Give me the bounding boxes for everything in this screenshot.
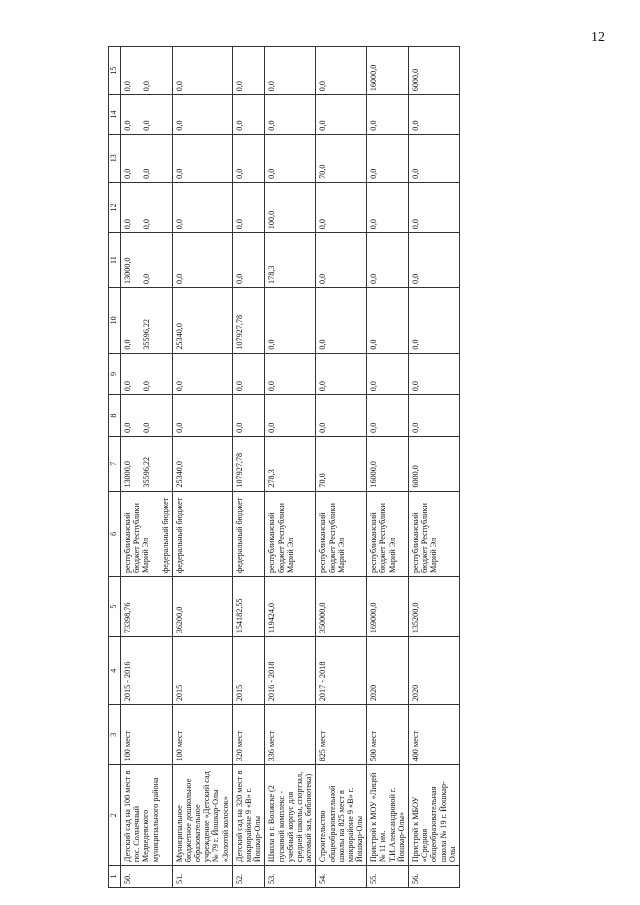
amount-value: 0,0: [369, 273, 379, 284]
capacity: 500 мест: [367, 705, 409, 765]
estimated-cost: 73398,76: [120, 577, 172, 637]
funding-source-text: республиканский бюджет Республики Марий Эл: [318, 503, 346, 574]
amount-value: 0,0: [318, 273, 328, 284]
amount-cell: [316, 436, 367, 491]
header-row: [109, 47, 121, 888]
object-name: Строительство общеобразовательной школы на 825 мест в микрорайоне 9 «В» г. Йошкар-Олы: [316, 765, 367, 866]
line-gap: [132, 98, 142, 130]
amount-value: 0,0: [369, 339, 379, 350]
amount-cell: [316, 95, 367, 134]
amount-cell: [232, 353, 265, 395]
amount-value: 0,0: [174, 81, 184, 92]
amount-value: 0,0: [267, 168, 277, 179]
period: 2015 - 2016: [120, 637, 172, 705]
funding-source-text: федеральный бюджет: [174, 497, 184, 574]
amount-cell: [232, 395, 265, 437]
rotated-table-container: [108, 46, 623, 888]
table-row: [265, 47, 316, 888]
amount-value: 0,0: [142, 381, 152, 392]
amount-cell: [265, 436, 316, 491]
amount-cell: [367, 353, 409, 395]
amount-cell: [120, 287, 172, 353]
line-gap: [132, 138, 142, 179]
amount-cell: [265, 353, 316, 395]
object-name: Детский сад на 320 мест в микрорайоне 9 «В» г. Йошкар-Олы: [232, 765, 265, 866]
funding-source-text: федеральный бюджет: [160, 497, 170, 574]
line-gap: [132, 236, 142, 284]
budget-table: [108, 46, 460, 888]
amount-cell: [265, 95, 316, 134]
amount-value: 100,0: [267, 210, 277, 230]
line-gap: [132, 291, 142, 350]
header-cell: 1: [109, 866, 121, 888]
amount-value: 0,0: [122, 339, 132, 350]
table-row: [409, 47, 460, 888]
header-cell: 13: [109, 134, 121, 182]
amount-cell: [232, 287, 265, 353]
row-number: 52.: [232, 866, 265, 888]
header-cell: 8: [109, 395, 121, 437]
object-name: Пристрой к МОУ «Лицей № 11 им. Т.И.Александровой г. Йошкар-Олы»: [367, 765, 409, 866]
amount-cell: [316, 47, 367, 95]
amount-cell: [409, 182, 460, 232]
amount-value: 0,0: [142, 218, 152, 230]
amount-value: 0,0: [318, 218, 328, 230]
row-number: 51.: [172, 866, 232, 888]
funding-source: [409, 491, 460, 576]
amount-value: 0,0: [122, 120, 132, 131]
amount-value: 0,0: [174, 381, 184, 392]
table-row: [316, 47, 367, 888]
object-name: Школа в г. Волжске (2 пусковой комплекс - учебный корпус для средней школы, спортзал, актовый зал, библиотека): [265, 765, 316, 866]
capacity: 100 мест: [120, 705, 172, 765]
amount-value: 0,0: [234, 120, 244, 131]
amount-value: 0,0: [142, 120, 152, 131]
amount-cell: [265, 47, 316, 95]
amount-cell: [265, 395, 316, 437]
funding-source-text: республиканский бюджет Республики Марий Эл: [369, 503, 397, 574]
capacity: 400 мест: [409, 705, 460, 765]
period: 2016 - 2018: [265, 637, 316, 705]
amount-value: 0,0: [369, 218, 379, 230]
amount-value: 0,0: [411, 422, 421, 433]
header-cell: 5: [109, 577, 121, 637]
estimated-cost: 119424,0: [265, 577, 316, 637]
amount-value: 0,0: [142, 422, 152, 433]
amount-value: 0,0: [411, 273, 421, 284]
amount-value: 0,0: [267, 120, 277, 131]
line-gap: [151, 495, 161, 573]
amount-cell: [172, 47, 232, 95]
amount-cell: [120, 95, 172, 134]
amount-value: 16000,0: [369, 64, 379, 92]
amount-value: 0,0: [369, 120, 379, 131]
period: 2015: [232, 637, 265, 705]
amount-value: 0,0: [318, 120, 328, 131]
amount-value: 35596,22: [142, 318, 152, 350]
amount-value: 0,0: [234, 81, 244, 92]
amount-cell: [409, 353, 460, 395]
amount-value: 0,0: [369, 381, 379, 392]
estimated-cost: 154182,55: [232, 577, 265, 637]
header-cell: 2: [109, 765, 121, 866]
amount-value: 0,0: [234, 218, 244, 230]
amount-cell: [367, 95, 409, 134]
header-cell: 3: [109, 705, 121, 765]
funding-source: [367, 491, 409, 576]
amount-value: 0,0: [142, 81, 152, 92]
amount-value: 0,0: [142, 273, 152, 284]
amount-value: 178,3: [267, 265, 277, 284]
funding-source-text: республиканский бюджет Республики Марий Эл: [122, 503, 151, 574]
amount-value: 0,0: [122, 381, 132, 392]
table-row: [367, 47, 409, 888]
amount-cell: [172, 233, 232, 288]
estimated-cost: 350000,0: [316, 577, 367, 637]
amount-cell: [367, 233, 409, 288]
period: 2015: [172, 637, 232, 705]
amount-cell: [316, 353, 367, 395]
amount-cell: [172, 287, 232, 353]
amount-value: 70,0: [318, 164, 328, 179]
line-gap: [132, 50, 142, 91]
amount-value: 278,3: [267, 469, 277, 488]
amount-cell: [172, 395, 232, 437]
amount-cell: [316, 233, 367, 288]
amount-cell: [120, 395, 172, 437]
object-name: Муниципальное бюджетное дошкольное образовательное учреждение «Детский сад № 79 г. Йошкар-Олы «Золотой колосок»: [172, 765, 232, 866]
funding-source: [120, 491, 172, 576]
amount-value: 0,0: [174, 168, 184, 179]
amount-value: 16000,0: [369, 461, 379, 488]
estimated-cost: 135200,0: [409, 577, 460, 637]
amount-value: 0,0: [318, 339, 328, 350]
amount-cell: [120, 233, 172, 288]
header-cell: 15: [109, 47, 121, 95]
amount-value: 0,0: [318, 381, 328, 392]
line-gap: [132, 186, 142, 229]
amount-value: 107927,78: [234, 314, 244, 350]
amount-cell: [409, 436, 460, 491]
amount-value: 0,0: [234, 273, 244, 284]
amount-cell: [367, 47, 409, 95]
amount-value: 0,0: [234, 422, 244, 433]
amount-value: 0,0: [234, 168, 244, 179]
amount-value: 0,0: [267, 339, 277, 350]
amount-value: 0,0: [411, 218, 421, 230]
header-cell: 11: [109, 233, 121, 288]
amount-cell: [409, 95, 460, 134]
line-gap: [132, 440, 142, 488]
amount-value: 0,0: [267, 81, 277, 92]
amount-value: 0,0: [411, 381, 421, 392]
amount-value: 25340,0: [174, 323, 184, 350]
funding-source: [316, 491, 367, 576]
amount-cell: [409, 395, 460, 437]
period: 2017 - 2018: [316, 637, 367, 705]
amount-cell: [232, 233, 265, 288]
row-number: 53.: [265, 866, 316, 888]
amount-value: 6000,0: [411, 465, 421, 488]
amount-cell: [316, 395, 367, 437]
amount-value: 107927,78: [234, 452, 244, 488]
amount-cell: [232, 436, 265, 491]
amount-cell: [367, 395, 409, 437]
amount-cell: [232, 182, 265, 232]
amount-value: 6000,0: [411, 68, 421, 92]
amount-value: 0,0: [122, 81, 132, 92]
amount-cell: [367, 134, 409, 182]
amount-value: 0,0: [267, 422, 277, 433]
page-number: 12: [591, 30, 605, 45]
amount-cell: [120, 353, 172, 395]
amount-cell: [232, 95, 265, 134]
header-cell: 10: [109, 287, 121, 353]
amount-cell: [120, 47, 172, 95]
amount-cell: [232, 134, 265, 182]
amount-cell: [409, 134, 460, 182]
line-gap: [132, 398, 142, 433]
header-cell: 6: [109, 491, 121, 576]
amount-cell: [409, 287, 460, 353]
amount-value: 0,0: [411, 168, 421, 179]
header-cell: 12: [109, 182, 121, 232]
amount-value: 0,0: [174, 120, 184, 131]
amount-value: 35596,22: [142, 456, 152, 488]
amount-value: 0,0: [122, 218, 132, 230]
header-cell: 7: [109, 436, 121, 491]
amount-cell: [316, 182, 367, 232]
line-gap: [132, 357, 142, 392]
amount-value: 0,0: [267, 381, 277, 392]
amount-cell: [367, 287, 409, 353]
amount-cell: [367, 182, 409, 232]
period: 2020: [367, 637, 409, 705]
amount-value: 0,0: [122, 168, 132, 179]
funding-source-text: республиканский бюджет Республики Марий Эл: [267, 503, 295, 574]
row-number: 54.: [316, 866, 367, 888]
amount-cell: [265, 287, 316, 353]
funding-source-text: федеральный бюджет: [234, 497, 244, 574]
row-number: 55.: [367, 866, 409, 888]
estimated-cost: 169000,0: [367, 577, 409, 637]
table-row: [120, 47, 172, 888]
object-name: Пристрой к МБОУ «Средняя общеобразовательная школа № 19 г. Йошкар-Олы: [409, 765, 460, 866]
header-cell: 9: [109, 353, 121, 395]
amount-value: 25340,0: [174, 461, 184, 488]
amount-cell: [172, 353, 232, 395]
amount-cell: [367, 436, 409, 491]
amount-cell: [172, 95, 232, 134]
amount-value: 0,0: [369, 422, 379, 433]
amount-cell: [265, 134, 316, 182]
amount-value: 70,0: [318, 473, 328, 488]
object-name: Детский сад на 100 мест в пос. Солнечный Медведевского муниципального района: [120, 765, 172, 866]
table-row: [172, 47, 232, 888]
funding-source-text: республиканский бюджет Республики Марий Эл: [411, 503, 439, 574]
amount-value: 0,0: [174, 273, 184, 284]
amount-cell: [265, 182, 316, 232]
amount-value: 0,0: [318, 422, 328, 433]
table-row: [232, 47, 265, 888]
amount-value: 0,0: [174, 422, 184, 433]
amount-value: 0,0: [411, 120, 421, 131]
amount-cell: [232, 47, 265, 95]
estimated-cost: 36200,0: [172, 577, 232, 637]
amount-value: 0,0: [369, 168, 379, 179]
header-cell: 14: [109, 95, 121, 134]
amount-cell: [409, 233, 460, 288]
amount-cell: [316, 134, 367, 182]
amount-cell: [120, 134, 172, 182]
amount-cell: [409, 47, 460, 95]
capacity: 825 мест: [316, 705, 367, 765]
capacity: 320 мест: [232, 705, 265, 765]
header-cell: 4: [109, 637, 121, 705]
amount-cell: [120, 436, 172, 491]
table-body: [120, 47, 459, 888]
amount-cell: [265, 233, 316, 288]
funding-source: [265, 491, 316, 576]
amount-value: 13000,0: [122, 257, 132, 284]
row-number: 56.: [409, 866, 460, 888]
capacity: 336 мест: [265, 705, 316, 765]
amount-value: 0,0: [411, 339, 421, 350]
amount-cell: [120, 182, 172, 232]
amount-value: 13000,0: [122, 461, 132, 488]
amount-value: 0,0: [174, 218, 184, 230]
amount-cell: [172, 436, 232, 491]
funding-source: [232, 491, 265, 576]
amount-value: 0,0: [234, 381, 244, 392]
amount-value: 0,0: [318, 81, 328, 92]
amount-cell: [316, 287, 367, 353]
capacity: 100 мест: [172, 705, 232, 765]
amount-cell: [172, 134, 232, 182]
row-number: 50.: [120, 866, 172, 888]
amount-value: 0,0: [122, 422, 132, 433]
period: 2020: [409, 637, 460, 705]
amount-value: 0,0: [142, 168, 152, 179]
funding-source: [172, 491, 232, 576]
amount-cell: [172, 182, 232, 232]
